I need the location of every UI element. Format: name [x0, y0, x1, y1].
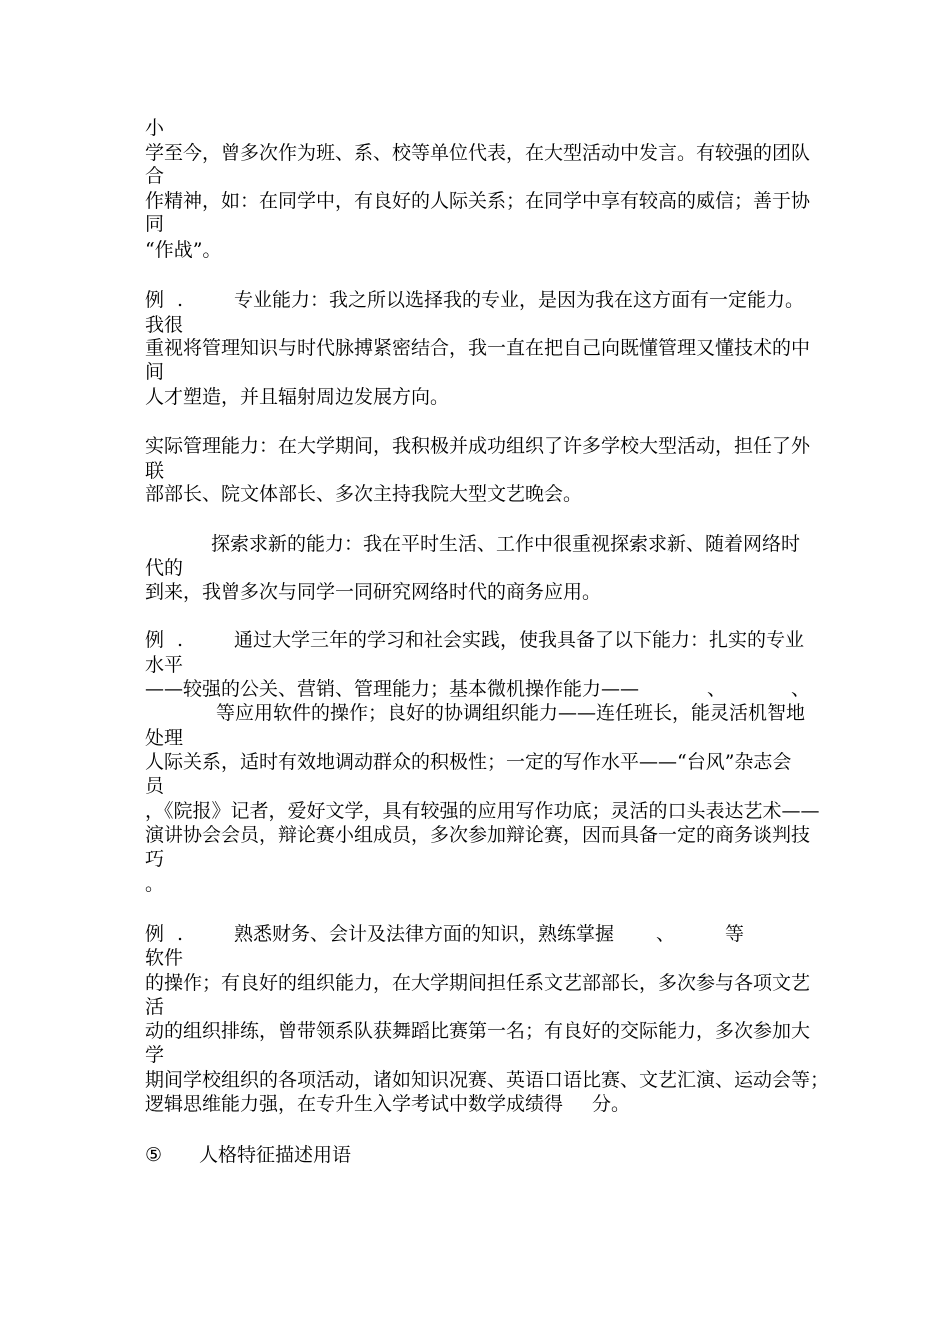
text-line: 等应用软件的操作；良好的协调组织能力——连任班长，能灵活机智地 [216, 702, 806, 724]
text-line: 联 [145, 460, 165, 482]
text-line: 。 [145, 873, 165, 895]
text-line: “作战”。 [145, 239, 222, 261]
text-line: 期间学校组织的各项活动，诸如知识况赛、英语口语比赛、文艺汇演、运动会等； [145, 1069, 830, 1091]
example-dot: . [177, 629, 184, 651]
text-line: 巧 [145, 848, 165, 870]
text-line: 实际管理能力：在大学期间，我积极并成功组织了许多学校大型活动，担任了外 [145, 435, 811, 457]
section-number: ⑤ [145, 1144, 163, 1166]
text-line: 间 [145, 361, 165, 383]
text-line: 水平 [145, 654, 184, 676]
text-line: 分。 [592, 1093, 631, 1115]
text-line: 人际关系，适时有效地调动群众的积极性；一定的写作水平——“台风”杂志会 [145, 751, 792, 773]
example-label: 例 [145, 289, 165, 311]
text-line: 重视将管理知识与时代脉搏紧密结合，我一直在把自己向既懂管理又懂技术的中 [145, 337, 811, 359]
text-line: 演讲协会会员，辩论赛小组成员，多次参加辩论赛，因而具备一定的商务谈判技 [145, 824, 811, 846]
text-line: 软件 [145, 947, 184, 969]
example-dot: . [177, 289, 184, 311]
text-line: 同 [145, 213, 165, 235]
text-line: 、 [791, 678, 811, 700]
text-line: 部部长、院文体部长、多次主持我院大型文艺晚会。 [145, 483, 583, 505]
text-line: 学至今，曾多次作为班、系、校等单位代表，在大型活动中发言。有较强的团队 [145, 142, 811, 164]
text-line: 活 [145, 996, 165, 1018]
text-line: 到来，我曾多次与同学一同研究网络时代的商务应用。 [145, 581, 602, 603]
text-line: ——较强的公关、营销、管理能力；基本微机操作能力—— [145, 678, 640, 700]
text-line: 代的 [145, 557, 184, 579]
text-line: 熟悉财务、会计及法律方面的知识，熟练掌握 [234, 923, 615, 945]
text-line: ，《院报》记者，爱好文学，具有较强的应用写作功底；灵活的口头表达艺术—— [145, 800, 820, 822]
text-line: 我很 [145, 314, 184, 336]
example-dot: . [177, 923, 184, 945]
example-label: 例 [145, 629, 165, 651]
text-line: 、 [707, 678, 727, 700]
text-line: 逻辑思维能力强，在专升生入学考试中数学成绩得 [145, 1093, 564, 1115]
text-line: 的操作；有良好的组织能力，在大学期间担任系文艺部部长，多次参与各项文艺 [145, 972, 811, 994]
text-line: 动的组织排练，曾带领系队获舞蹈比赛第一名；有良好的交际能力，多次参加大 [145, 1020, 811, 1042]
text-line: 学 [145, 1044, 165, 1066]
text-line: 通过大学三年的学习和社会实践，使我具备了以下能力：扎实的专业 [234, 629, 805, 651]
text-line: 专业能力：我之所以选择我的专业，是因为我在这方面有一定能力。 [234, 289, 805, 311]
text-line: 、 [656, 923, 676, 945]
text-line: 合 [145, 165, 165, 187]
text-line: 人才塑造，并且辐射周边发展方向。 [145, 386, 450, 408]
example-label: 例 [145, 923, 165, 945]
text-line: 处理 [145, 727, 184, 749]
section-heading: 人格特征描述用语 [199, 1144, 352, 1166]
text-line: 员 [145, 775, 165, 797]
text-line: 小 [145, 117, 165, 139]
text-line: 作精神，如：在同学中，有良好的人际关系；在同学中享有较高的威信；善于协 [145, 190, 811, 212]
text-line: 探索求新的能力：我在平时生活、工作中很重视探索求新、随着网络时 [211, 533, 801, 555]
text-line: 等 [725, 923, 745, 945]
